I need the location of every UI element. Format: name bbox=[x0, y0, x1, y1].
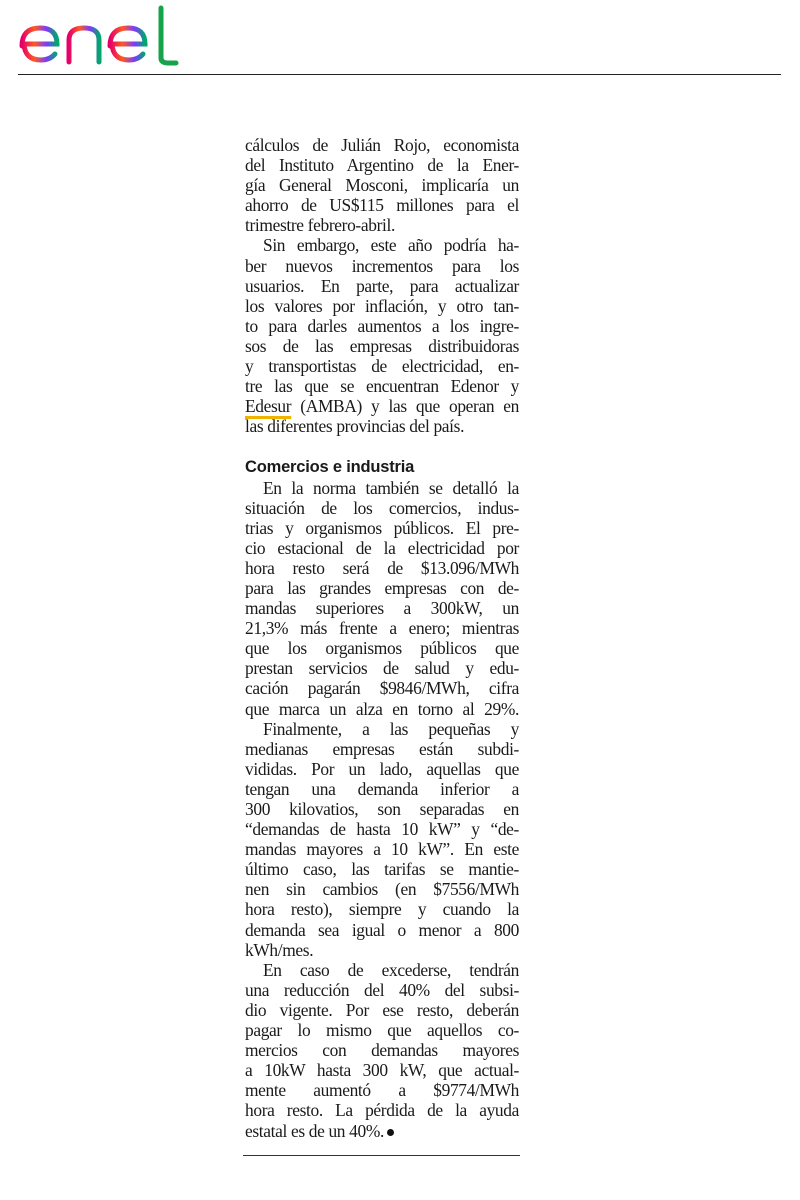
text-line: cación pagarán $9846/MWh, cifra bbox=[245, 678, 519, 699]
header-divider bbox=[18, 74, 781, 75]
text-line: 300 kilovatios, son separadas en bbox=[245, 799, 519, 819]
text-line: medianas empresas están subdi- bbox=[245, 738, 519, 759]
text-line: para las grandes empresas con de- bbox=[245, 577, 519, 598]
text-line: cio estacional de la electricidad por bbox=[245, 537, 519, 558]
text-line: nen sin cambios (en $7556/MWh bbox=[245, 879, 519, 900]
text-line: ber nuevos incrementos para los bbox=[245, 255, 519, 276]
text-line: pagar lo mismo que aquellos co- bbox=[245, 1020, 519, 1041]
text-line: tre las que se encuentran Edenor y bbox=[245, 376, 519, 397]
text-line: gía General Mosconi, implicaría un bbox=[245, 175, 519, 196]
text-line: mercios con demandas mayores bbox=[245, 1040, 519, 1061]
text-line: las diferentes provincias del país. bbox=[245, 416, 465, 437]
text-line: “demandas de hasta 10 kW” y “de- bbox=[245, 819, 519, 840]
text-line: prestan servicios de salud y edu- bbox=[245, 658, 519, 679]
text-line: los valores por inflación, y otro tan- bbox=[245, 295, 519, 316]
text-line: En caso de excederse, tendrán bbox=[263, 959, 519, 980]
text-line: trimestre febrero-abril. bbox=[245, 215, 395, 236]
text-line: usuarios. En parte, para actualizar bbox=[245, 275, 519, 296]
paragraph-gap bbox=[245, 436, 519, 456]
text-line: hora resto. La pérdida de la ayuda bbox=[245, 1100, 519, 1121]
text-line: Finalmente, a las pequeñas y bbox=[263, 718, 519, 739]
text-line: ahorro de US$115 millones para el bbox=[245, 195, 519, 216]
text-line: que los organismos públicos que bbox=[245, 638, 519, 659]
text-line: que marca un alza en torno al 29%. bbox=[245, 698, 519, 719]
header bbox=[0, 0, 800, 78]
text-line: hora resto), siempre y cuando la bbox=[245, 899, 519, 920]
end-of-article-bullet-icon bbox=[387, 1129, 394, 1136]
text-line: demanda sea igual o menor a 800 bbox=[245, 919, 519, 940]
paragraph-3 bbox=[245, 478, 519, 719]
text-line: 21,3% más frente a enero; mientras bbox=[245, 618, 519, 639]
text-line: En la norma también se detalló la bbox=[263, 477, 519, 498]
text-line: tengan una demanda inferior a bbox=[245, 778, 519, 799]
text-line bbox=[245, 1121, 519, 1141]
text-line bbox=[245, 396, 519, 416]
text-line: trias y organismos públicos. El pre- bbox=[245, 517, 519, 538]
text-line: mente aumentó a $9774/MWh bbox=[245, 1080, 519, 1101]
text-line: mandas mayores a 10 kW”. En este bbox=[245, 839, 519, 860]
text-line: Sin embargo, este año podría ha- bbox=[263, 235, 519, 256]
text-line: to para darles aumentos a los ingre- bbox=[245, 315, 519, 336]
text-line: sos de las empresas distribuidoras bbox=[245, 335, 519, 356]
text-line: del Instituto Argentino de la Ener- bbox=[245, 155, 519, 176]
paragraph-1 bbox=[245, 135, 519, 235]
footer-divider bbox=[243, 1155, 520, 1156]
text-line: hora resto será de $13.096/MWh bbox=[245, 557, 519, 578]
text-line: situación de los comercios, indus- bbox=[245, 497, 519, 518]
paragraph-5 bbox=[245, 960, 519, 1141]
article-column bbox=[245, 135, 519, 1141]
text-line: una reducción del 40% del subsi- bbox=[245, 979, 519, 1000]
text-segment: estatal es de un 40%. bbox=[245, 1120, 384, 1141]
text-line: a 10kW hasta 300 kW, que actual- bbox=[245, 1060, 519, 1081]
text-line: mandas superiores a 300kW, un bbox=[245, 598, 519, 619]
text-line: dio vigente. Por ese resto, deberán bbox=[245, 999, 519, 1020]
paragraph-4 bbox=[245, 719, 519, 960]
section-subheading: Comercios e industria bbox=[245, 458, 415, 477]
text-line: vididas. Por un lado, aquellas que bbox=[245, 758, 519, 779]
text-line: y transportistas de electricidad, en- bbox=[245, 356, 519, 377]
paragraph-2 bbox=[245, 235, 519, 436]
text-line: kWh/mes. bbox=[245, 939, 314, 960]
text-line: cálculos de Julián Rojo, economista bbox=[245, 135, 519, 155]
text-line: último caso, las tarifas se mantie- bbox=[245, 859, 519, 880]
highlighted-word-edesur[interactable]: Edesur bbox=[245, 396, 292, 417]
text-segment: (AMBA) y las que operan en bbox=[291, 396, 519, 417]
enel-logo bbox=[14, 2, 184, 72]
